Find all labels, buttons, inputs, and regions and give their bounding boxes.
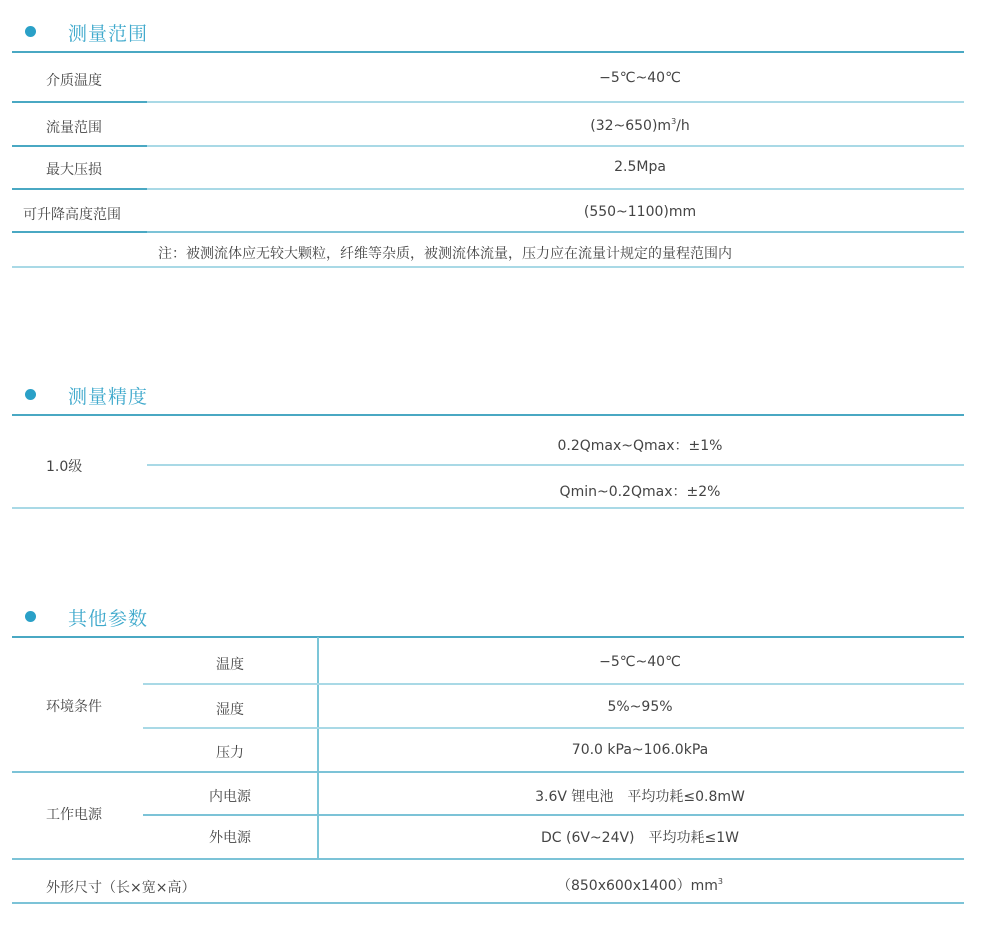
row-label: 可升降高度范围: [23, 207, 121, 223]
row-value: $(850x600x1400)mm^3$: [556, 877, 723, 894]
row-value: $(32\sim 650)m^3/h$: [590, 117, 690, 134]
divider: [147, 464, 964, 466]
divider: [12, 414, 964, 416]
row-value: −5℃~40℃: [599, 70, 681, 86]
row-label: 内电源: [209, 789, 251, 805]
bullet-icon: [25, 26, 36, 37]
divider: [12, 101, 147, 103]
divider: [12, 507, 964, 509]
row-label: 湿度: [216, 702, 244, 718]
divider: [147, 101, 964, 103]
row-value: 70.0 kPa~106.0kPa: [571, 742, 709, 758]
divider: [147, 145, 964, 147]
row-value: (550~1100)mm: [583, 204, 697, 220]
divider: [12, 188, 147, 190]
section-title: 测量范围: [68, 23, 149, 45]
divider: [143, 727, 964, 729]
row-value: 5%~95%: [607, 699, 673, 715]
divider: [12, 231, 147, 233]
section-title: 测量精度: [68, 386, 149, 408]
divider: [12, 902, 964, 904]
group-label: 1.0级: [46, 459, 83, 475]
row-value: 2.5Mpa: [614, 159, 666, 175]
divider: [143, 814, 964, 816]
row-label: 外形尺寸（长×宽×高）: [46, 880, 196, 896]
bullet-icon: [25, 389, 36, 400]
note-text: 注：被测流体应无较大颗粒，纤维等杂质，被测流体流量，压力应在流量计规定的量程范围内: [158, 246, 732, 262]
row-value: 0.2Qmax~Qmax：±1%: [557, 438, 723, 454]
divider: [143, 683, 964, 685]
divider: [12, 636, 964, 638]
row-value: 3.6V 锂电池 平均功耗≤0.8mW: [535, 789, 745, 805]
row-label: 温度: [216, 657, 244, 673]
divider: [12, 771, 964, 773]
group-label: 工作电源: [46, 807, 102, 823]
divider: [147, 188, 964, 190]
row-label: 压力: [216, 745, 244, 761]
group-label: 环境条件: [46, 699, 102, 715]
row-value: Qmin~0.2Qmax：±2%: [559, 484, 721, 500]
bullet-icon: [25, 611, 36, 622]
row-label: 流量范围: [46, 120, 102, 136]
row-label: 最大压损: [46, 162, 102, 178]
divider: [147, 231, 964, 233]
row-value: DC (6V~24V) 平均功耗≤1W: [540, 830, 740, 846]
divider: [12, 266, 964, 268]
row-label: 介质温度: [46, 73, 102, 89]
divider: [12, 145, 147, 147]
row-label: 外电源: [209, 830, 251, 846]
column-divider: [317, 637, 319, 859]
divider: [12, 858, 964, 860]
divider: [12, 51, 964, 53]
section-title: 其他参数: [68, 608, 149, 630]
row-value: −5℃~40℃: [599, 654, 681, 670]
